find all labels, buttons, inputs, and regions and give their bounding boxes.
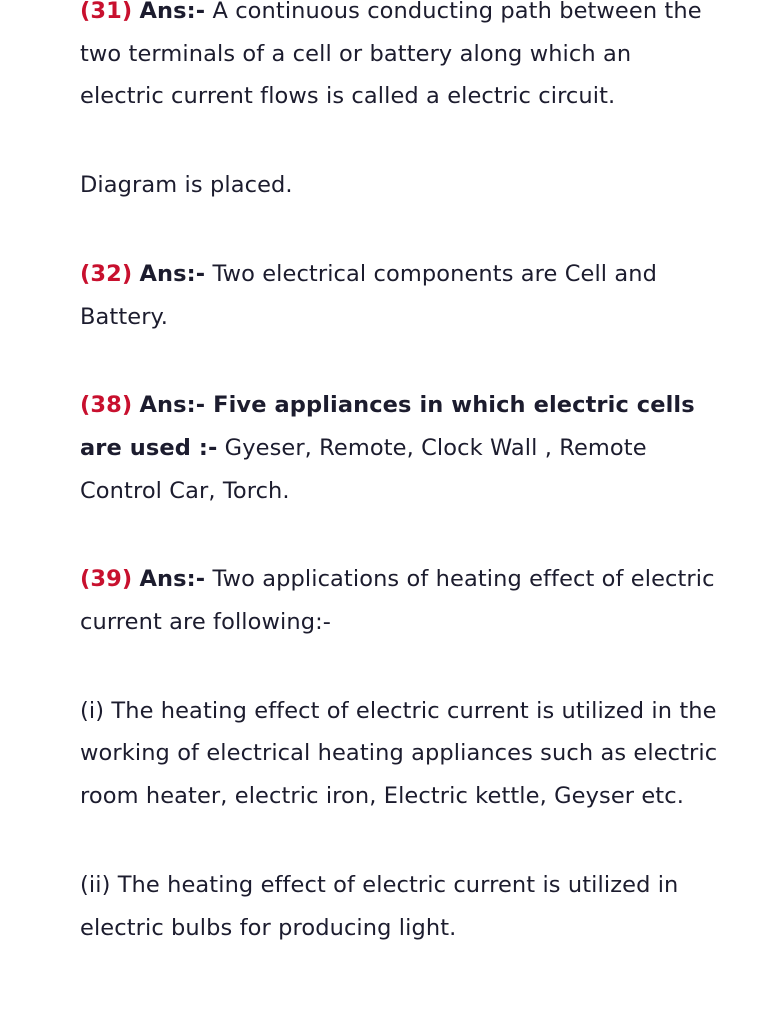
- application-point-i: (i) The heating effect of electric current is utilized in the working of electrical heating appliances such as electric room heater, electric iron, Electric kettle, Geyser etc.: [80, 697, 718, 810]
- question-number: (31): [80, 0, 133, 24]
- answer-text: A continuous conducting path between the two terminals of a cell or battery along which an electric current flows is called a electric circuit.: [80, 0, 702, 110]
- answer-text: Two electrical components are Cell and Battery.: [80, 260, 658, 330]
- answer-label: Ans:-: [139, 0, 206, 24]
- diagram-note: Diagram is placed.: [80, 172, 293, 199]
- answer-38: [80, 384, 720, 512]
- answer-text: Two applications of heating effect of electric current are following:-: [80, 566, 715, 636]
- answer-31: [80, 0, 720, 118]
- answer-32: [80, 253, 720, 338]
- article-body: [80, 0, 720, 995]
- answer-label: Ans:-: [139, 260, 206, 287]
- answer-bold-text: Five appliances in which electric cells are used :-: [80, 392, 695, 461]
- application-point-ii: (ii) The heating effect of electric current is utilized in electric bulbs for producing light.: [80, 871, 679, 941]
- question-number: (32): [80, 260, 133, 287]
- answer-label: Ans:-: [139, 392, 206, 419]
- question-number: (38): [80, 392, 133, 419]
- answer-label: Ans:-: [139, 566, 206, 593]
- question-number: (39): [80, 566, 133, 593]
- answer-text: Gyeser, Remote, Clock Wall , Remote Control Car, Torch.: [80, 434, 647, 504]
- answer-39: [80, 558, 720, 643]
